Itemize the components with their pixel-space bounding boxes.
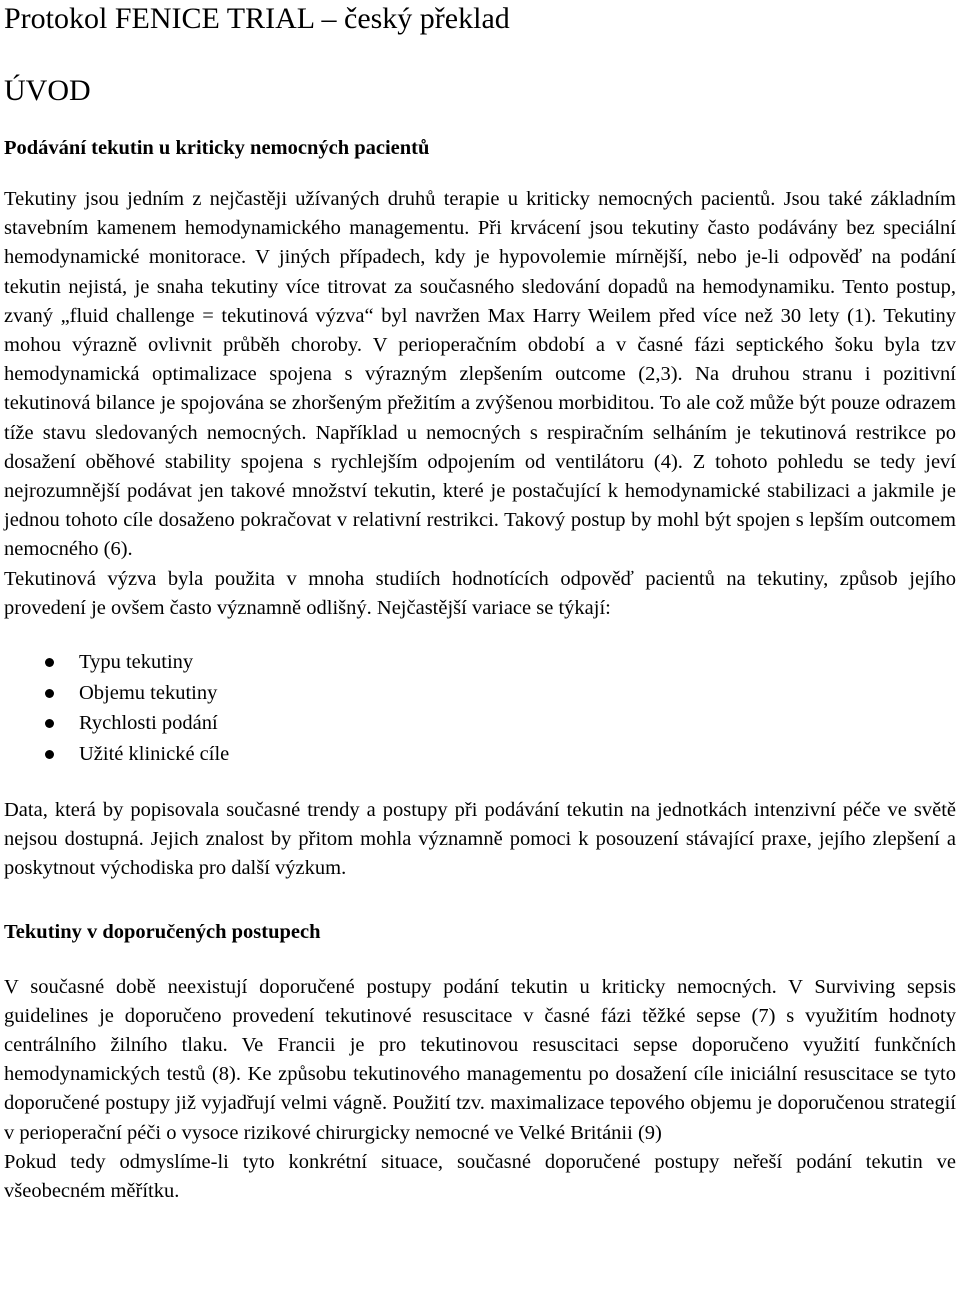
paragraph-guidelines: V současné době neexistují doporučené postupy podání tekutin u kriticky nemocných. V Surviving sepsis guidelines je doporučeno provedení tekutinové resuscitace v časné fázi těžké sepse (7) s využitím hodnoty centrálního žilního tlaku. Ve Francii je pro tekutinovou resuscitaci sepse doporučeno využití funkčních hemodynamických testů (8). Ke způsobu tekutinového managementu po dosažení cíle iniciální resuscitace se tyto doporučené postupy již vyjadřují velmi vágně. Použití tzv. maximalizace tepového objemu je doporučenou strategií v perioperační péči o vysoce rizikové chirurgicky nemocné ve Velké Británii (9)	[4, 975, 956, 1144]
bullet-icon	[45, 719, 54, 728]
list-item: Užité klinické cíle	[4, 739, 956, 770]
bullet-icon	[45, 658, 54, 667]
paragraph-intro: Tekutiny jsou jedním z nejčastěji užívaných druhů terapie u kriticky nemocných pacientů. Jsou také základním stavebním kamenem hemodynamického managementu. Při krvácení jsou tekutiny často podávány bez speciální hemodynamické monitorace. V jiných případech, kdy je hypovolemie mírnější, nebo je-li odpověď na podání tekutin nejistá, je snaha tekutiny více titrovat za současného sledování dopadů na hemodynamiku. Tento postup, zvaný „fluid challenge = tekutinová výzva“ byl navržen Max Harry Weilem před více než 30 lety (1). Tekutiny mohou výrazně ovlivnit průběh choroby. V perioperačním období a v časné fázi septického šoku byla tzv hemodynamická optimalizace spojena s výrazným zlepšením outcome (2,3). Na druhou stranu i pozitivní tekutinová bilance je spojována se zhoršeným přežitím a zvýšenou morbiditou. To ale což může být pouze odrazem tíže stavu sledovaných nemocných. Například u nemocných s respiračním selháním je tekutinová restrikce po dosažení oběhové stability spojena s rychlejším odpojením od ventilátoru (4). Z tohoto pohledu se tedy jeví nejrozumnější podávat jen takové množství tekutin, které je postačující k hemodynamické stabilizaci a jakmile je jednou tohoto cíle dosaženo pokračovat v relativní restrikci. Takový postup by mohl být spojen s lepším outcomem nemocného (6).	[4, 188, 956, 561]
bullet-icon	[45, 750, 54, 759]
list-item: Typu tekutiny	[4, 647, 956, 678]
document-title: Protokol FENICE TRIAL – český překlad	[4, 2, 510, 35]
paragraph-conclusion: Pokud tedy odmyslíme-li tyto konkrétní situace, současné doporučené postupy neřeší podání tekutin ve všeobecném měřítku.	[4, 1150, 956, 1203]
list-item: Rychlosti podání	[4, 708, 956, 739]
subsection-heading-guidelines: Tekutiny v doporučených postupech	[4, 920, 321, 943]
paragraph-fluid-challenge: Tekutinová výzva byla použita v mnoha studiích hodnotících odpověď pacientů na tekutiny, způsob jejího provedení je ovšem často významně odlišný. Nejčastější variace se týkají:	[4, 567, 956, 619]
section-heading-uvod: ÚVOD	[4, 74, 91, 107]
subsection-heading-fluids: Podávání tekutin u kriticky nemocných pacientů	[4, 137, 430, 159]
variation-list	[4, 647, 956, 769]
list-item: Objemu tekutiny	[4, 678, 956, 709]
bullet-icon	[45, 689, 54, 698]
paragraph-data-trends: Data, která by popisovala současné trendy a postupy při podávání tekutin na jednotkách intenzivní péče ve světě nejsou dostupná. Jejich znalost by přitom mohla významně pomoci k posouzení stávající praxe, jejího zlepšení a poskytnout východiska pro další výzkum.	[4, 799, 956, 880]
